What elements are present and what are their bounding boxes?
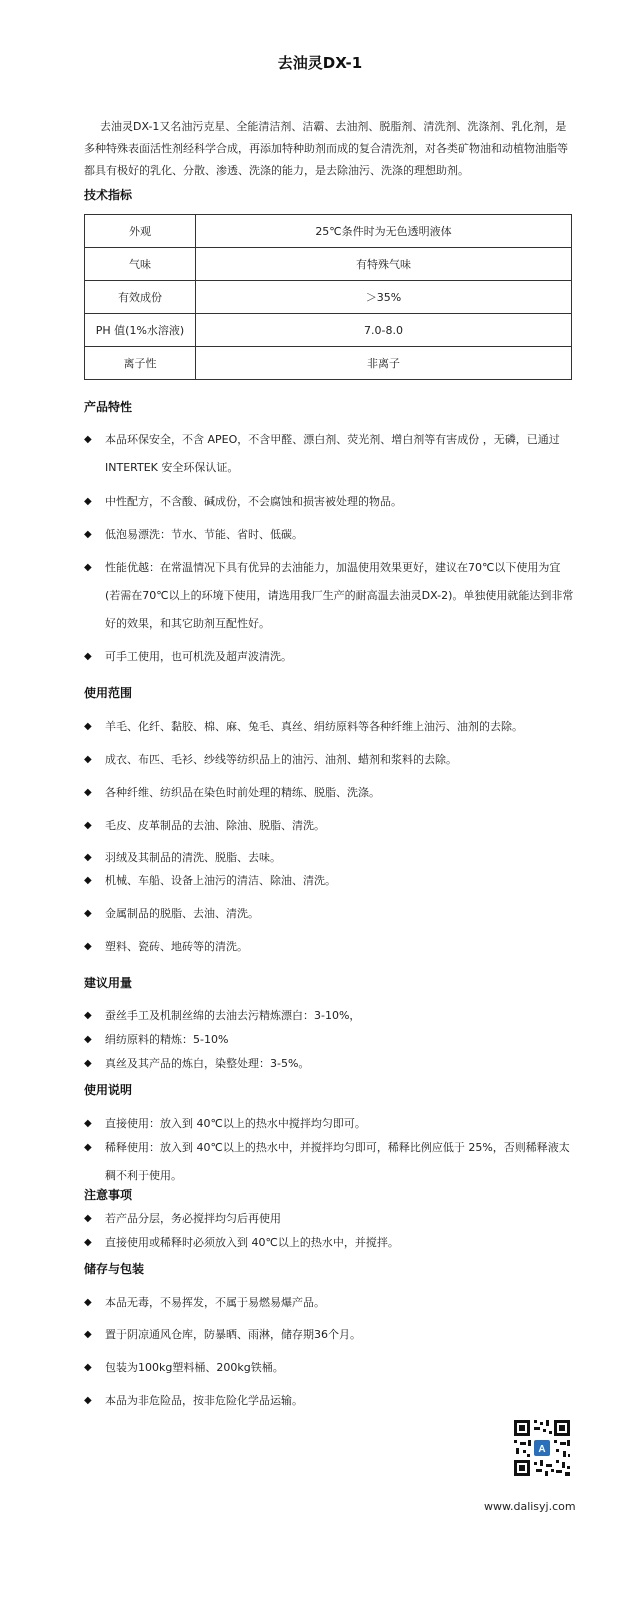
spec-key: 离子性 — [85, 347, 196, 380]
table-row — [85, 347, 572, 380]
diamond-bullet-icon: ◆ — [84, 496, 92, 507]
diamond-bullet-icon: ◆ — [84, 820, 92, 831]
diamond-bullet-icon: ◆ — [84, 852, 92, 863]
list-item-usage: ◆ 成衣、布匹、毛衫、纱线等纺织品上的油污、油剂、蜡剂和浆料的去除。 — [84, 746, 574, 774]
spec-table — [84, 214, 572, 380]
list-item-storage: ◆ 置于阴凉通风仓库，防暴晒、雨淋，储存期36个月。 — [84, 1321, 574, 1349]
spec-value: ＞35% — [196, 281, 572, 314]
list-item-usage: ◆ 金属制品的脱脂、去油、清洗。 — [84, 900, 574, 928]
diamond-bullet-icon: ◆ — [84, 1058, 92, 1069]
spec-value: 25℃条件时为无色透明液体 — [196, 215, 572, 248]
diamond-bullet-icon: ◆ — [84, 754, 92, 765]
list-item-note: ◆ 若产品分层，务必搅拌均匀后再使用 — [84, 1205, 574, 1233]
spec-key: 外观 — [85, 215, 196, 248]
spec-value: 7.0-8.0 — [196, 314, 572, 347]
diamond-bullet-icon: ◆ — [84, 562, 92, 573]
diamond-bullet-icon: ◆ — [84, 1213, 92, 1224]
diamond-bullet-icon: ◆ — [84, 908, 92, 919]
list-item-usage: ◆ 羊毛、化纤、黏胶、棉、麻、兔毛、真丝、绢纺原料等各种纤维上油污、油剂的去除。 — [84, 713, 574, 741]
spec-key: 有效成份 — [85, 281, 196, 314]
page-title: 去油灵DX-1 — [277, 54, 363, 72]
section-title-usage-range: 使用范围 — [84, 686, 133, 700]
list-item-usage: ◆ 毛皮、皮革制品的去油、除油、脱脂、清洗。 — [84, 812, 574, 840]
spec-key: 气味 — [85, 248, 196, 281]
section-title-features: 产品特性 — [84, 400, 133, 414]
diamond-bullet-icon: ◆ — [84, 434, 92, 445]
table-row — [85, 281, 572, 314]
diamond-bullet-icon: ◆ — [84, 1395, 92, 1406]
list-item-storage: ◆ 包装为100kg塑料桶、200kg铁桶。 — [84, 1354, 574, 1382]
diamond-bullet-icon: ◆ — [84, 529, 92, 540]
list-item-dosage: ◆ 真丝及其产品的炼白，染整处理：3-5%。 — [84, 1050, 574, 1078]
list-item-usage: ◆ 塑料、瓷砖、地砖等的清洗。 — [84, 933, 574, 961]
diamond-bullet-icon: ◆ — [84, 1142, 92, 1153]
diamond-bullet-icon: ◆ — [84, 1362, 92, 1373]
diamond-bullet-icon: ◆ — [84, 651, 92, 662]
diamond-bullet-icon: ◆ — [84, 875, 92, 886]
list-item-usage: ◆ 机械、车船、设备上油污的清洁、除油、清洗。 — [84, 867, 574, 895]
list-item-usage: ◆ 各种纤维、纺织品在染色时前处理的精练、脱脂、洗涤。 — [84, 779, 574, 807]
table-row — [85, 248, 572, 281]
list-item-storage: ◆ 本品为非危险品，按非危险化学品运输。 — [84, 1387, 574, 1415]
list-item-feature: ◆ 中性配方，不含酸、碱成份，不会腐蚀和损害被处理的物品。 — [84, 488, 574, 516]
diamond-bullet-icon: ◆ — [84, 1237, 92, 1248]
diamond-bullet-icon: ◆ — [84, 1329, 92, 1340]
list-item-feature: ◆ 可手工使用，也可机洗及超声波清洗。 — [84, 643, 574, 671]
section-title-dosage: 建议用量 — [84, 976, 133, 990]
diamond-bullet-icon: ◆ — [84, 1118, 92, 1129]
list-item-usage: ◆ 羽绒及其制品的清洗、脱脂、去味。 — [84, 844, 574, 872]
diamond-bullet-icon: ◆ — [84, 1034, 92, 1045]
list-item-dosage: ◆ 蚕丝手工及机制丝绵的去油去污精炼漂白：3-10%， — [84, 1002, 574, 1030]
list-item-instruction: ◆ 直接使用：放入到 40℃以上的热水中搅拌均匀即可。 — [84, 1110, 574, 1138]
list-item-feature: ◆ 性能优越：在常温情况下具有优异的去油能力，加温使用效果更好，建议在70℃以下使用为宜(若需在70℃以上的环境下使用，请选用我厂生产的耐高温去油灵DX-2)。单独使用就能达到非常好的效果，和其它助剂互配性好。 — [84, 554, 574, 638]
spec-value: 有特殊气味 — [196, 248, 572, 281]
table-row — [85, 314, 572, 347]
intro-paragraph: 去油灵DX-1又名油污克星、全能清洁剂、洁霸、去油剂、脱脂剂、清洗剂、洗涤剂、乳化剂，是多种特殊表面活性剂经科学合成，再添加特种助剂而成的复合清洗剂，对各类矿物油和动植物油脂等都具有极好的乳化、分散、渗透、洗涤的能力，是去除油污、洗涤的理想助剂。 — [84, 120, 568, 177]
section-title-storage: 储存与包装 — [84, 1262, 145, 1276]
qr-code-icon — [512, 1418, 572, 1478]
spec-value: 非离子 — [196, 347, 572, 380]
list-item-note: ◆ 直接使用或稀释时必须放入到 40℃以上的热水中，并搅拌。 — [84, 1229, 574, 1257]
section-title-spec: 技术指标 — [84, 188, 133, 202]
diamond-bullet-icon: ◆ — [84, 941, 92, 952]
list-item-feature: ◆ 低泡易漂洗：节水、节能、省时、低碳。 — [84, 521, 574, 549]
diamond-bullet-icon: ◆ — [84, 787, 92, 798]
section-title-instructions: 使用说明 — [84, 1083, 133, 1097]
table-row — [85, 215, 572, 248]
diamond-bullet-icon: ◆ — [84, 1297, 92, 1308]
qr-logo-label: A — [538, 1444, 546, 1455]
list-item-instruction: ◆ 稀释使用：放入到 40℃以上的热水中，并搅拌均匀即可，稀释比例应低于 25%，否则稀释液太稠不利于使用。 — [84, 1134, 574, 1190]
website-url: www.dalisyj.com — [484, 1500, 576, 1513]
list-item-storage: ◆ 本品无毒，不易挥发，不属于易燃易爆产品。 — [84, 1289, 574, 1317]
section-title-notes: 注意事项 — [84, 1188, 133, 1202]
list-item-feature: ◆ 本品环保安全，不含 APEO，不含甲醛、漂白剂、荧光剂、增白剂等有害成份 ，无磷，已通过 INTERTEK 安全环保认证。 — [84, 426, 574, 482]
diamond-bullet-icon: ◆ — [84, 721, 92, 732]
spec-key: PH 值(1%水溶液) — [85, 314, 196, 347]
diamond-bullet-icon: ◆ — [84, 1010, 92, 1021]
list-item-dosage: ◆ 绢纺原料的精炼：5-10% — [84, 1026, 574, 1054]
